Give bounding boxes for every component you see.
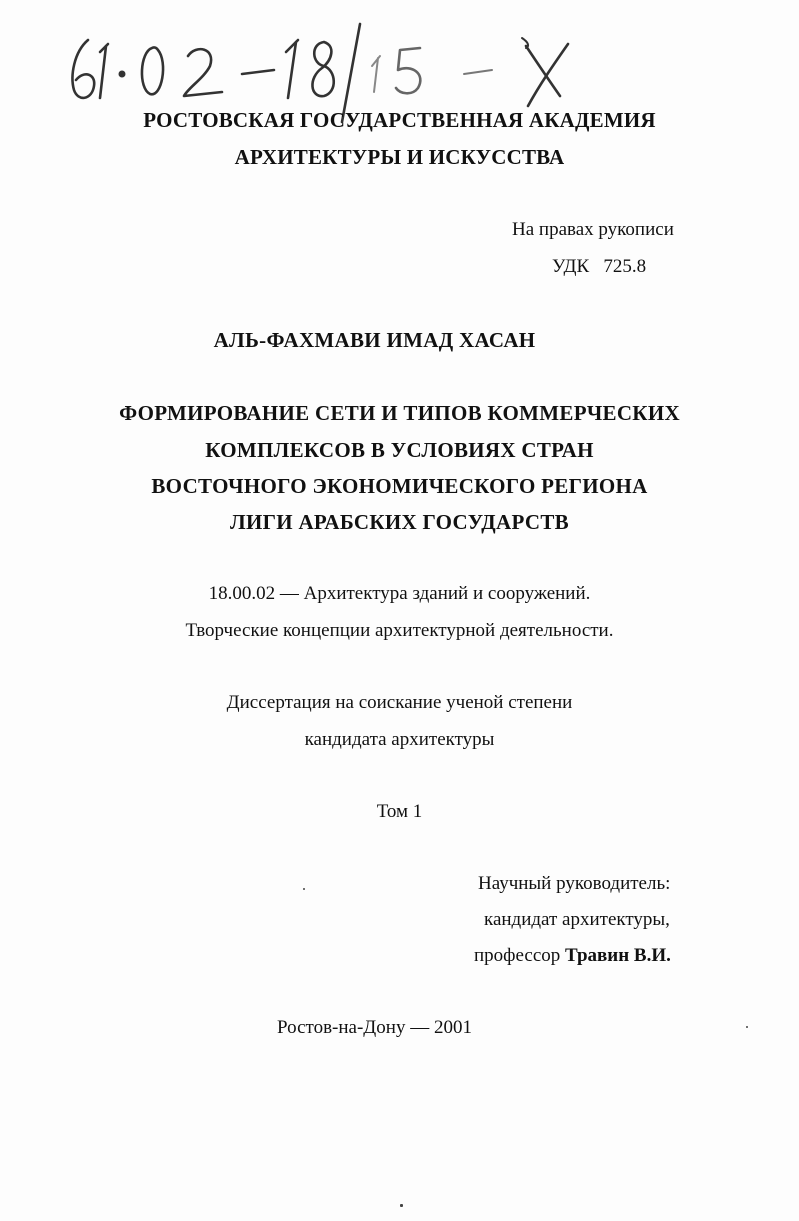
manuscript-rights-note: На правах рукописи — [512, 219, 674, 240]
degree-line-1: Диссертация на соискание ученой степени — [226, 692, 573, 713]
scan-speck — [303, 888, 305, 890]
specialty-line-1: 18.00.02 — Архитектура зданий и сооружений. — [208, 583, 591, 604]
udc-code: УДК 725.8 — [552, 256, 647, 277]
author-name: АЛЬ-ФАХМАВИ ИМАД ХАСАН — [213, 328, 536, 352]
thesis-title-line-2: КОМПЛЕКСОВ В УСЛОВИЯХ СТРАН — [205, 438, 594, 462]
institution-line-1: РОСТОВСКАЯ ГОСУДАРСТВЕННАЯ АКАДЕМИЯ — [143, 108, 656, 132]
thesis-title-line-3: ВОСТОЧНОГО ЭКОНОМИЧЕСКОГО РЕГИОНА — [151, 474, 648, 498]
place-and-year: Ростов-на-Дону — 2001 — [277, 1017, 472, 1038]
scan-speck — [400, 1204, 403, 1207]
supervisor-name: Травин В.И. — [565, 945, 671, 966]
supervisor-name-line — [474, 945, 671, 967]
thesis-title-line-4: ЛИГИ АРАБСКИХ ГОСУДАРСТВ — [230, 510, 569, 534]
volume-label: Том 1 — [376, 801, 423, 822]
thesis-title-line-1: ФОРМИРОВАНИЕ СЕТИ И ТИПОВ КОММЕРЧЕСКИХ — [119, 401, 680, 425]
specialty-line-2: Творческие концепции архитектурной деятельности. — [185, 620, 614, 641]
scan-speck — [746, 1026, 748, 1028]
institution-line-2: АРХИТЕКТУРЫ И ИСКУССТВА — [234, 145, 565, 169]
supervisor-degree: кандидат архитектуры, — [484, 909, 670, 930]
degree-line-2: кандидата архитектуры — [304, 729, 495, 750]
supervisor-title-prefix: профессор — [474, 945, 561, 966]
supervisor-label: Научный руководитель: — [478, 873, 671, 894]
